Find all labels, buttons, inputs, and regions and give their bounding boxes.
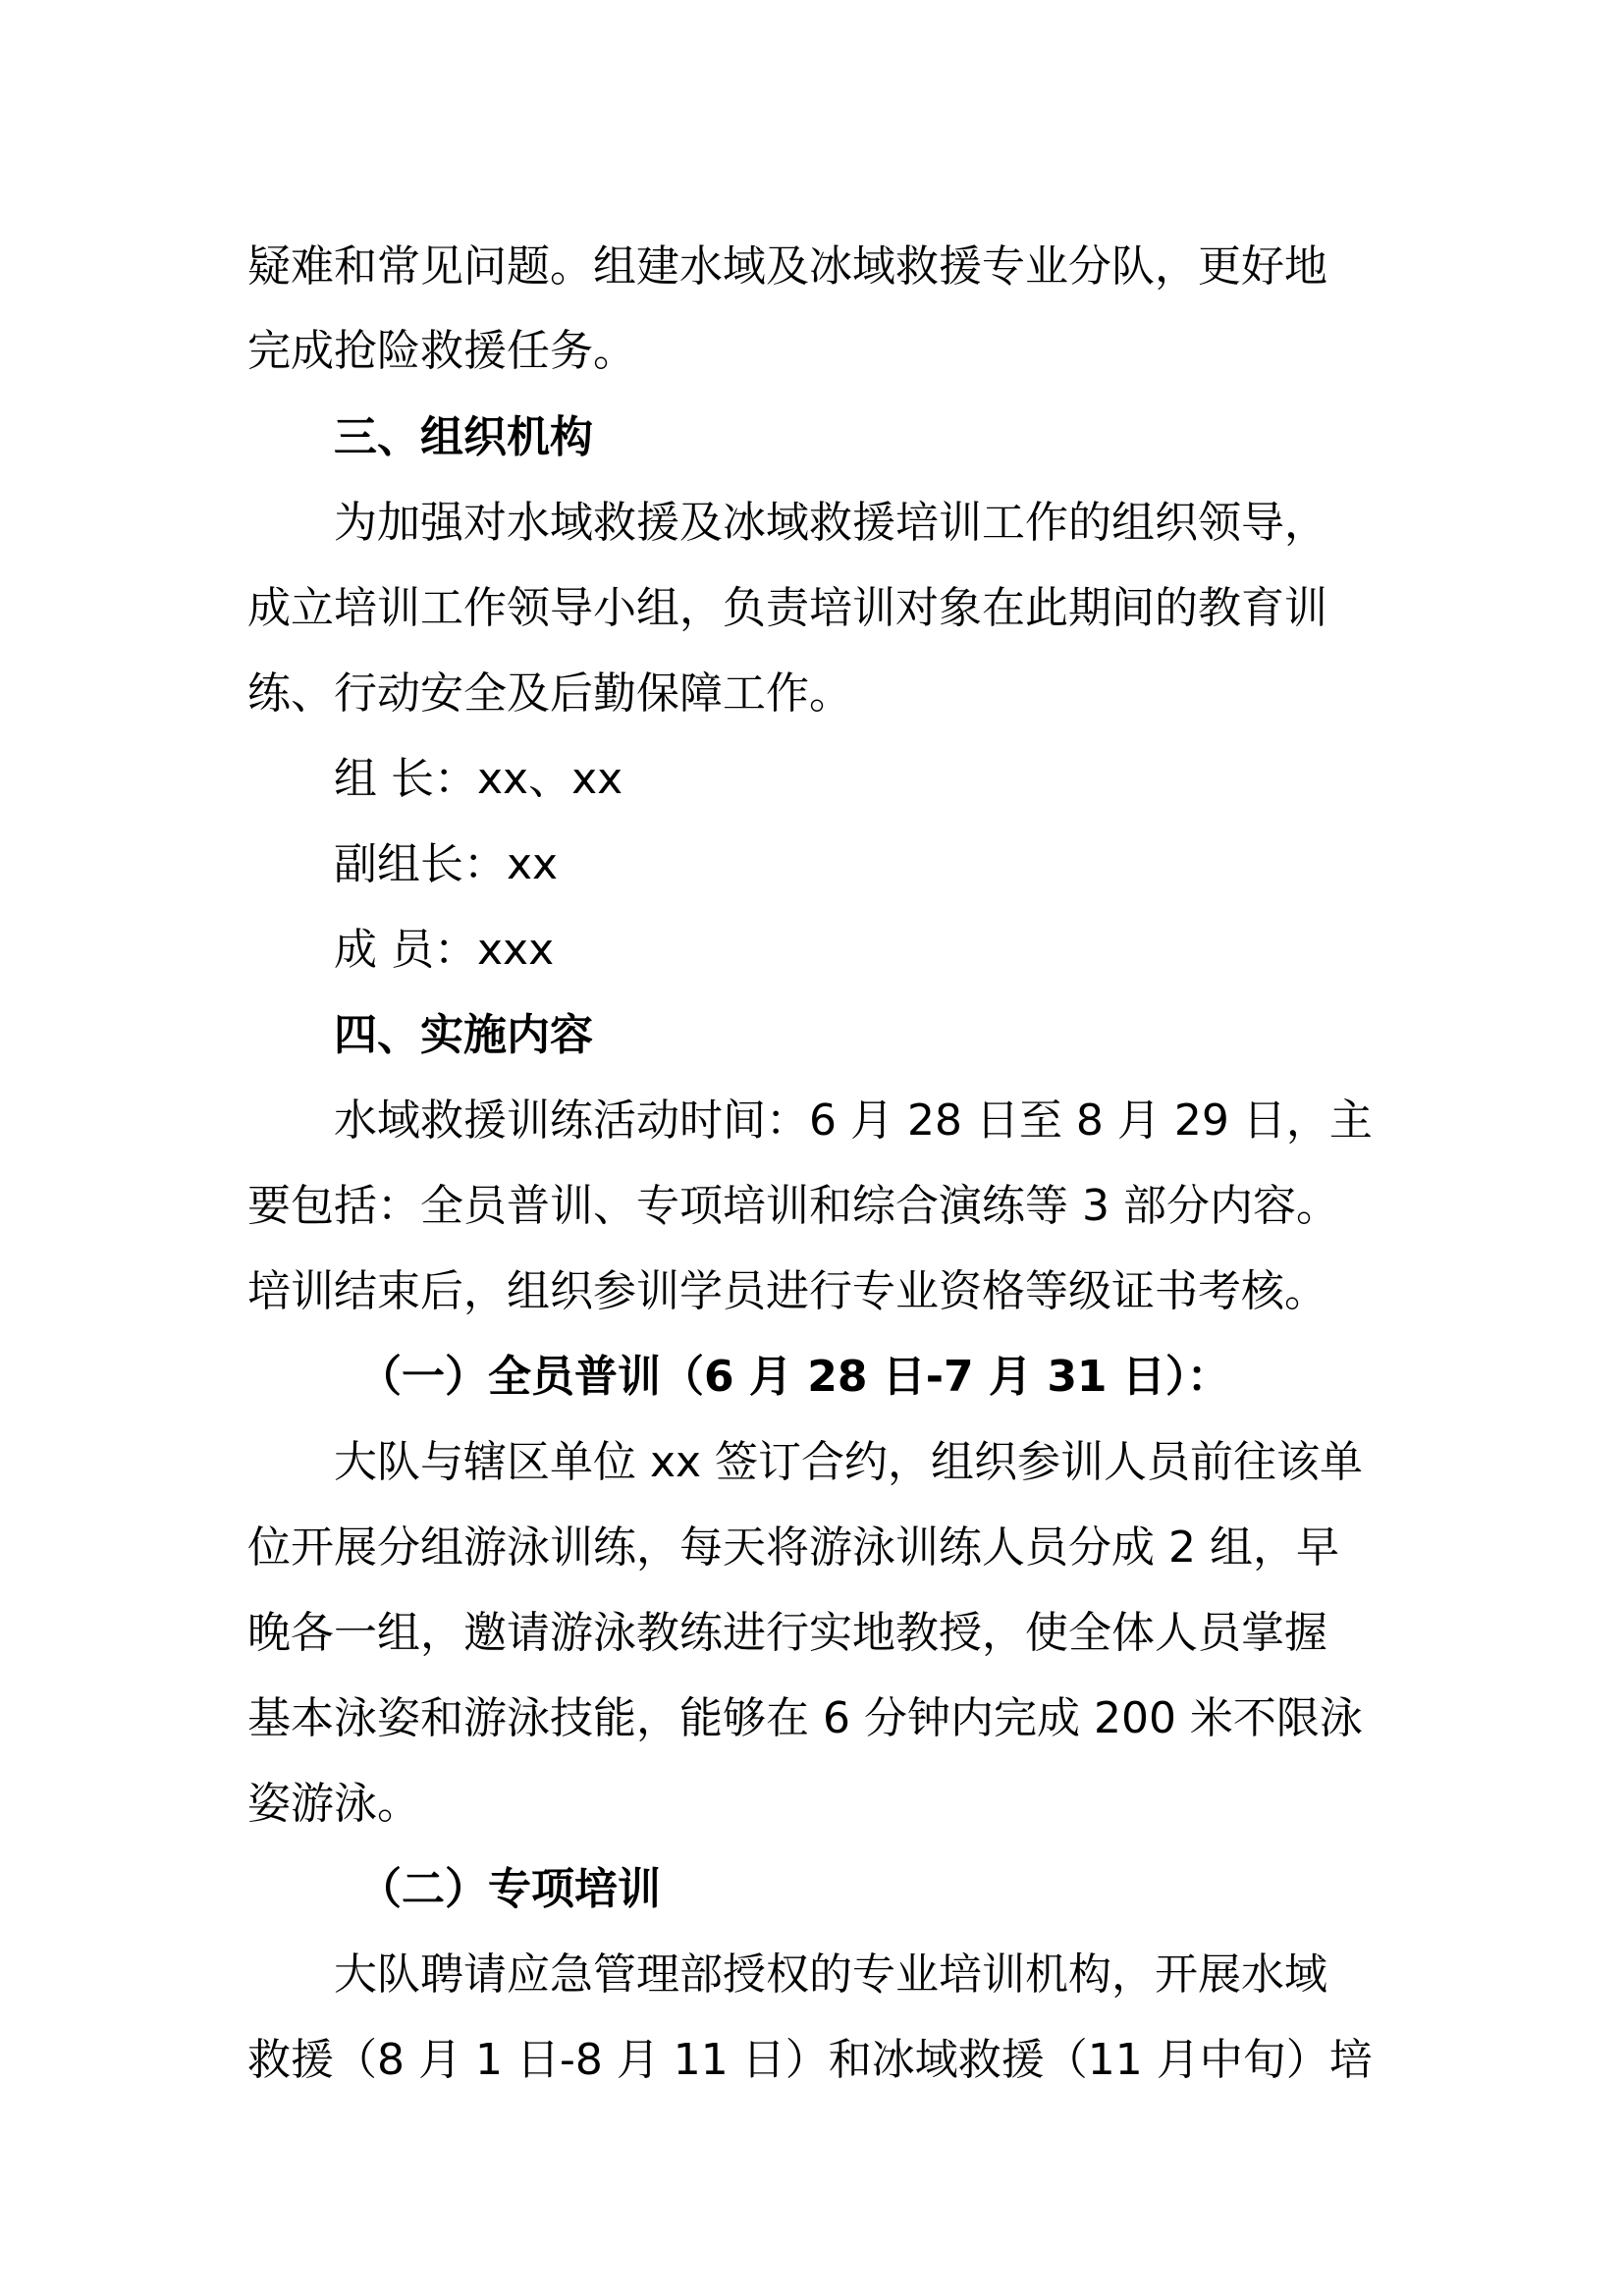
member-line: 副组长：xx <box>334 839 559 889</box>
paragraph-line: 成立培训工作领导小组，负责培训对象在此期间的教育训 <box>247 583 1327 633</box>
subsection-heading: （二）专项培训 <box>358 1864 661 1914</box>
paragraph-line: 练、行动安全及后勤保障工作。 <box>247 668 852 719</box>
paragraph-line: 救援（8 月 1 日-8 月 11 日）和冰域救援（11 月中旬）培 <box>247 2035 1373 2085</box>
paragraph-line: 大队与辖区单位 xx 签订合约，组织参训人员前往该单 <box>334 1437 1364 1487</box>
section-heading: 三、组织机构 <box>334 412 593 462</box>
paragraph-line: 大队聘请应急管理部授权的专业培训机构，开展水域 <box>334 1949 1327 2000</box>
paragraph-line: 要包括：全员普训、专项培训和综合演练等 3 部分内容。 <box>247 1181 1339 1231</box>
paragraph-line: 晚各一组，邀请游泳教练进行实地教授，使全体人员掌握 <box>247 1608 1327 1658</box>
paragraph-line: 水域救援训练活动时间：6 月 28 日至 8 月 29 日，主 <box>334 1095 1373 1146</box>
paragraph-line: 基本泳姿和游泳技能，能够在 6 分钟内完成 200 米不限泳 <box>247 1693 1363 1743</box>
paragraph-line: 姿游泳。 <box>247 1779 420 1829</box>
section-heading: 四、实施内容 <box>334 1010 593 1060</box>
paragraph-line: 完成抢险救援任务。 <box>247 326 636 376</box>
member-line: 成 员：xxx <box>334 925 555 975</box>
paragraph-line: 为加强对水域救援及冰域救援培训工作的组织领导， <box>334 498 1327 548</box>
member-line: 组 长：xx、xx <box>334 754 623 804</box>
paragraph-line: 疑难和常见问题。组建水域及冰域救援专业分队，更好地 <box>247 241 1327 292</box>
paragraph-line: 培训结束后，组织参训学员进行专业资格等级证书考核。 <box>247 1266 1327 1316</box>
paragraph-line: 位开展分组游泳训练，每天将游泳训练人员分成 2 组，早 <box>247 1522 1339 1573</box>
subsection-heading: （一）全员普训（6 月 28 日-7 月 31 日）： <box>358 1352 1230 1402</box>
